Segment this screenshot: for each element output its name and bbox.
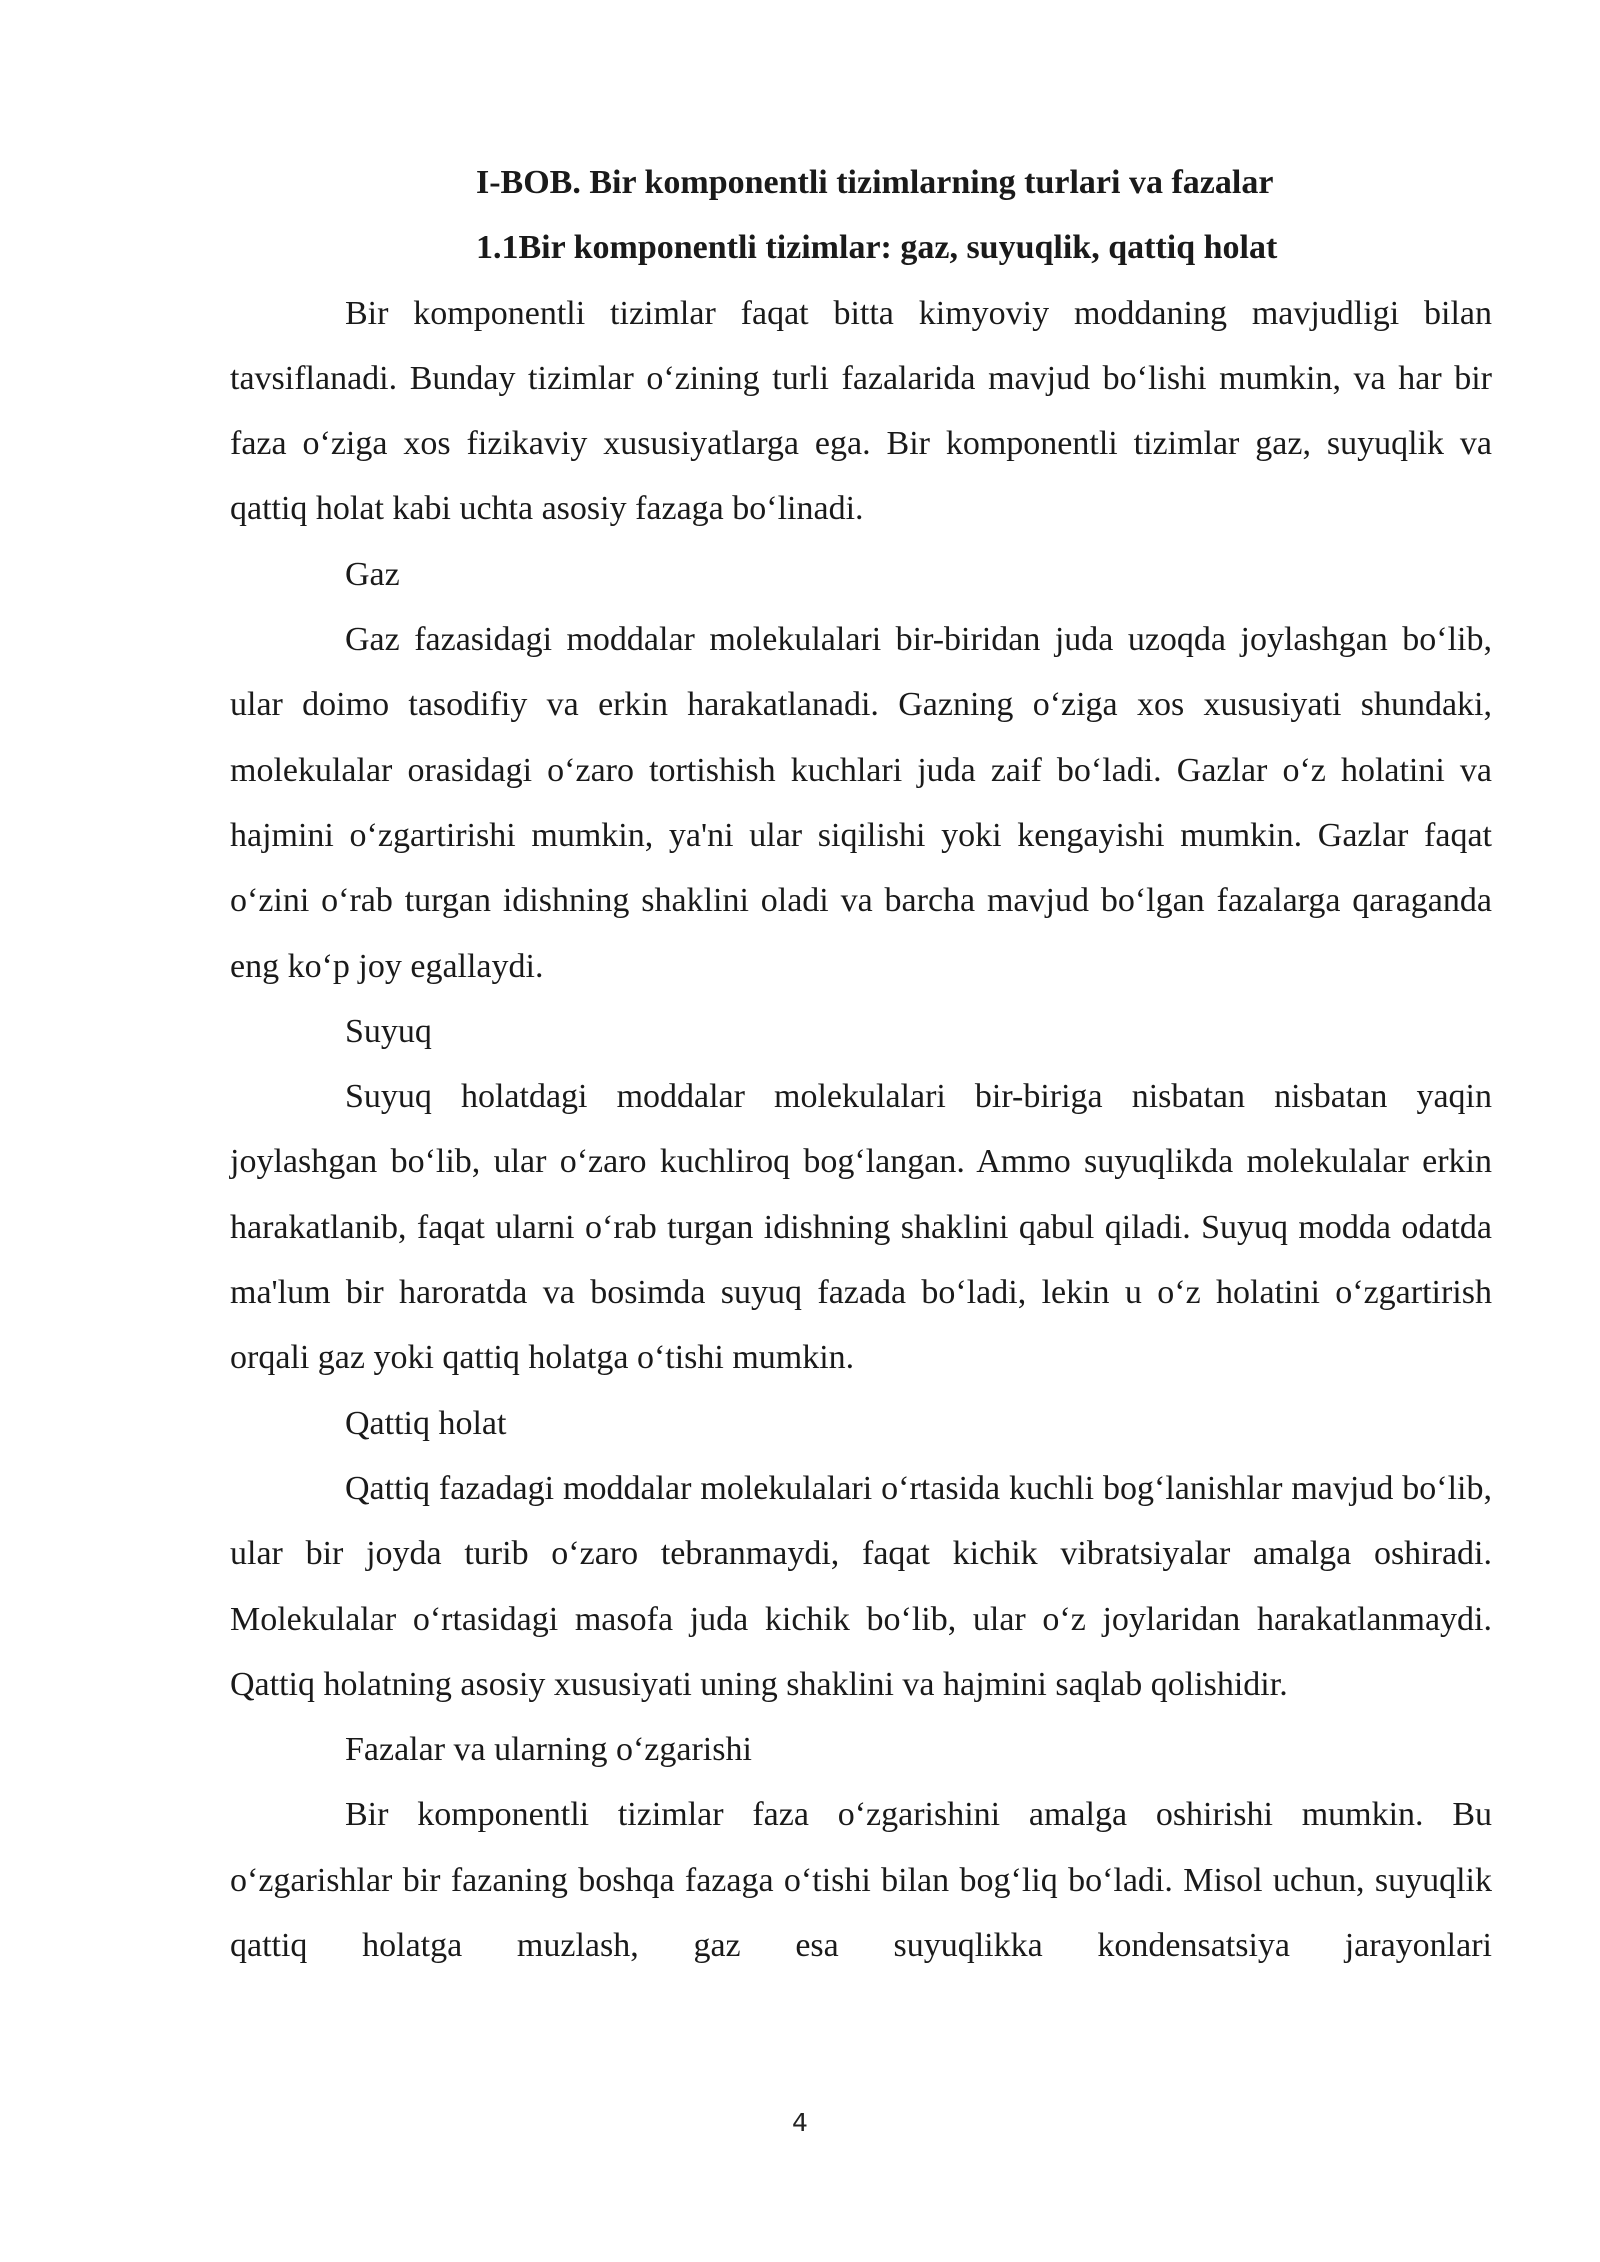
document-page <box>230 150 1492 1978</box>
page-number: 4 <box>792 2108 808 2137</box>
phases-paragraph: Bir komponentli tizimlar faza o‘zgarishini amalga oshirishi mumkin. Bu o‘zgarishlar bir fazaning boshqa fazaga o‘tishi bilan bog‘liq bo‘ladi. Misol uchun, suyuqlik qattiq holatga muzlash, gaz esa suyuqlikka kondensatsiya jarayonlari <box>230 1796 1492 1965</box>
solid-subheading: Qattiq holat <box>345 1404 507 1442</box>
solid-paragraph: Qattiq fazadagi moddalar molekulalari o‘rtasida kuchli bog‘lanishlar mavjud bo‘lib, ular bir joyda turib o‘zaro tebranmaydi, faqat kichik vibratsiyalar amalga oshiradi. Molekulalar o‘rtasidagi masofa juda kichik bo‘lib, ular o‘z joylaridan harakatlanmaydi. Qattiq holatning asosiy xususiyati uning shaklini va hajmini saqlab qolishidir. <box>230 1469 1492 1703</box>
intro-paragraph: Bir komponentli tizimlar faqat bitta kimyoviy moddaning mavjudligi bilan tavsiflanadi. Bunday tizimlar o‘zining turli fazalarida mavjud bo‘lishi mumkin, va har bir faza o‘ziga xos fizikaviy xususiyatlarga ega. Bir komponentli tizimlar gaz, suyuqlik va qattiq holat kabi uchta asosiy fazaga bo‘linadi. <box>230 294 1492 528</box>
gas-paragraph: Gaz fazasidagi moddalar molekulalari bir-biridan juda uzoqda joylashgan bo‘lib, ular doimo tasodifiy va erkin harakatlanadi. Gazning o‘ziga xos xususiyati shundaki, molekulalar orasidagi o‘zaro tortishish kuchlari juda zaif bo‘ladi. Gazlar o‘z holatini va hajmini o‘zgartirishi mumkin, ya'ni ular siqilishi yoki kengayishi mumkin. Gazlar faqat o‘zini o‘rab turgan idishning shaklini oladi va barcha mavjud bo‘lgan fazalarga qaraganda eng ko‘p joy egallaydi. <box>230 621 1492 985</box>
phases-subheading: Fazalar va ularning o‘zgarishi <box>345 1731 752 1769</box>
gas-subheading: Gaz <box>345 555 400 593</box>
section-heading: 1.1Bir komponentli tizimlar: gaz, suyuqlik, qattiq holat <box>476 229 1278 267</box>
liquid-subheading: Suyuq <box>345 1012 432 1050</box>
chapter-heading: I-BOB. Bir komponentli tizimlarning turlari va fazalar <box>476 164 1274 201</box>
liquid-paragraph: Suyuq holatdagi moddalar molekulalari bir-biriga nisbatan nisbatan yaqin joylashgan bo‘lib, ular o‘zaro kuchliroq bog‘langan. Ammo suyuqlikda molekulalar erkin harakatlanib, faqat ularni o‘rab turgan idishning shaklini qabul qiladi. Suyuq modda odatda ma'lum bir haroratda va bosimda suyuq fazada bo‘ladi, lekin u o‘z holatini o‘zgartirish orqali gaz yoki qattiq holatga o‘tishi mumkin. <box>230 1078 1492 1377</box>
